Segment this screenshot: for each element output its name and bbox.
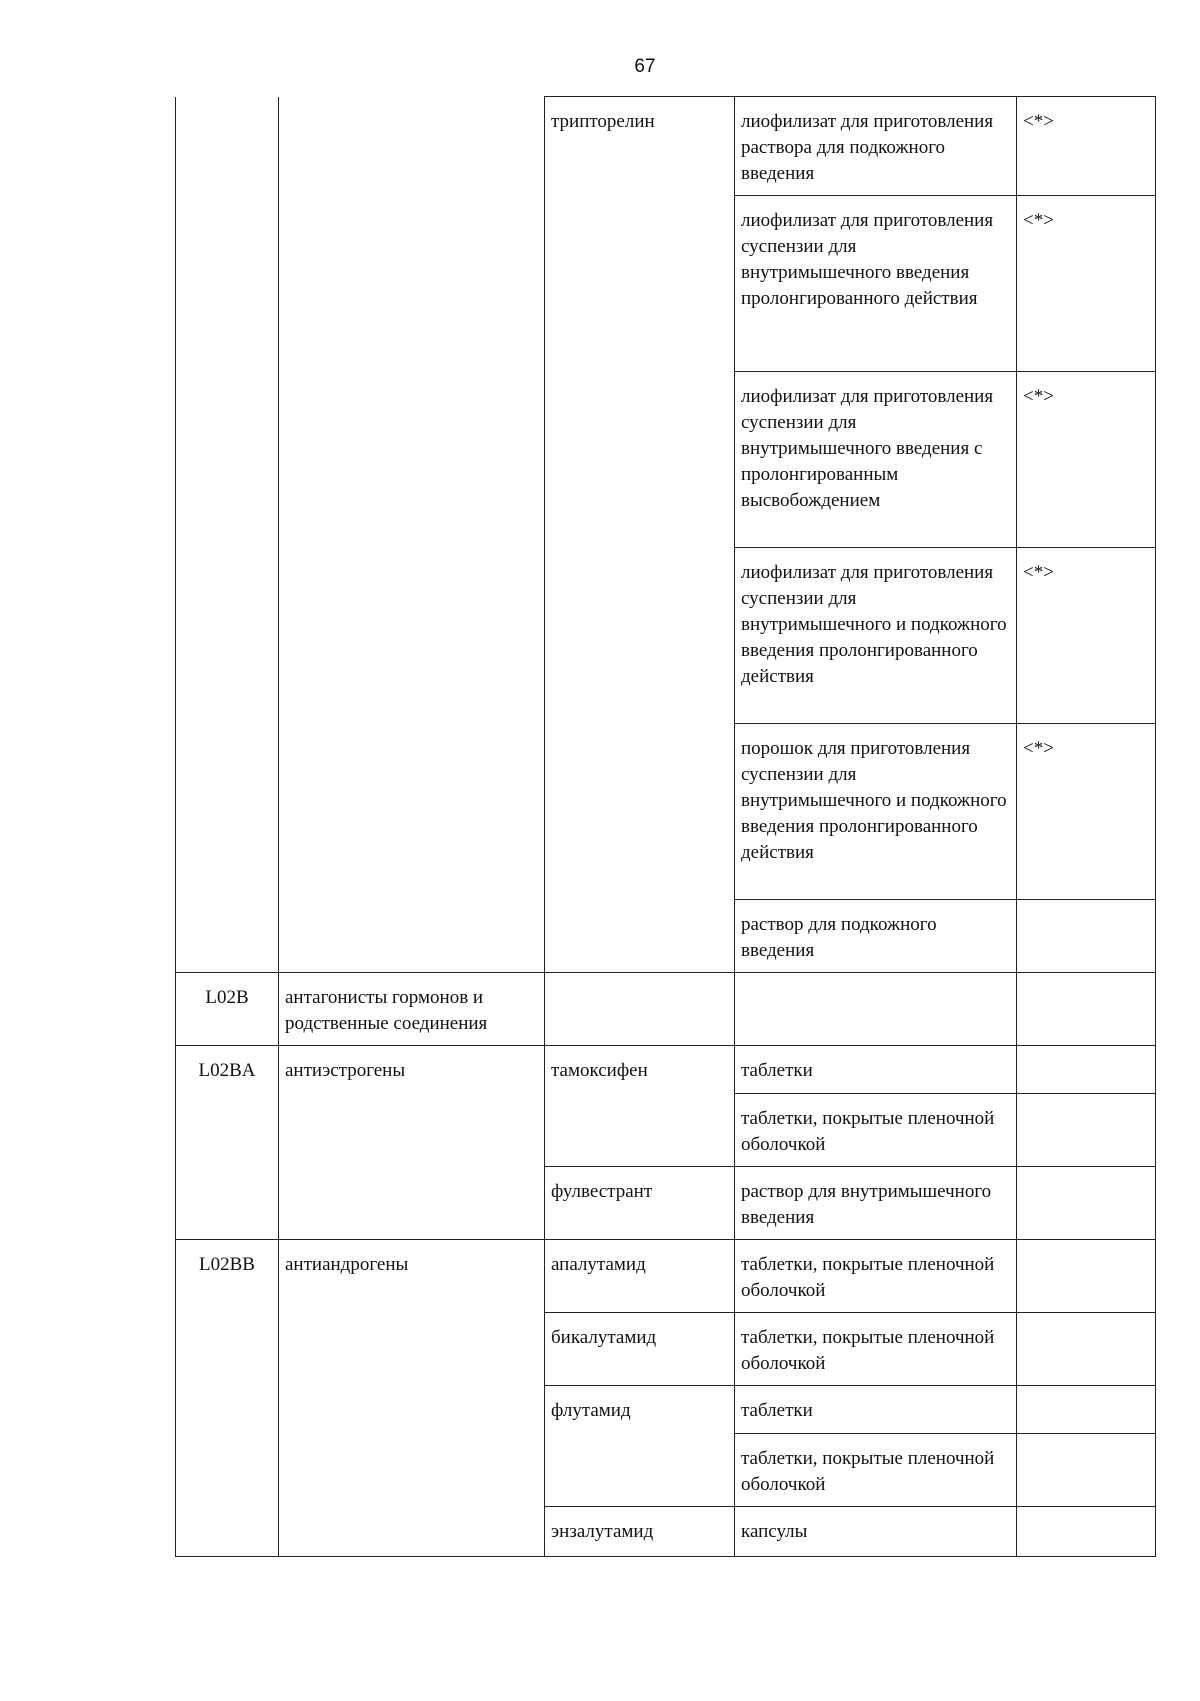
- inn-cell: флутамид: [545, 1386, 735, 1507]
- note-cell: <*>: [1017, 724, 1156, 900]
- inn-cell: энзалутамид: [545, 1507, 735, 1557]
- inn-cell: трипторелин: [545, 97, 735, 973]
- note-cell: [1017, 1046, 1156, 1094]
- note-cell: [1017, 1507, 1156, 1557]
- page-number: 67: [634, 56, 656, 77]
- drug-table: [175, 96, 1156, 1557]
- atc-group-cell: антагонисты гормонов и родственные соединения: [279, 973, 545, 1046]
- inn-cell: фулвестрант: [545, 1167, 735, 1240]
- atc-code-cell: L02BA: [176, 1046, 279, 1240]
- note-cell: <*>: [1017, 97, 1156, 196]
- atc-group-cell: антиандрогены: [279, 1240, 545, 1557]
- note-cell: [1017, 1313, 1156, 1386]
- note-cell: [1017, 1434, 1156, 1507]
- dosage-form-cell: лиофилизат для приготовления суспензии для внутримышечного введения с пролонгированным высвобождением: [735, 372, 1017, 548]
- dosage-form-cell: лиофилизат для приготовления раствора для подкожного введения: [735, 97, 1017, 196]
- note-cell: <*>: [1017, 548, 1156, 724]
- dosage-form-cell: раствор для внутримышечного введения: [735, 1167, 1017, 1240]
- inn-cell: апалутамид: [545, 1240, 735, 1313]
- dosage-form-cell: капсулы: [735, 1507, 1017, 1557]
- dosage-form-cell: таблетки: [735, 1046, 1017, 1094]
- note-cell: [1017, 973, 1156, 1046]
- table-row: [176, 973, 1156, 1046]
- dosage-form-cell: таблетки, покрытые пленочной оболочкой: [735, 1313, 1017, 1386]
- dosage-form-cell: таблетки, покрытые пленочной оболочкой: [735, 1434, 1017, 1507]
- table-row: [176, 97, 1156, 196]
- note-cell: [1017, 1386, 1156, 1434]
- note-cell: <*>: [1017, 372, 1156, 548]
- dosage-form-cell: [735, 973, 1017, 1046]
- note-cell: [1017, 1094, 1156, 1167]
- dosage-form-cell: таблетки, покрытые пленочной оболочкой: [735, 1094, 1017, 1167]
- dosage-form-cell: раствор для подкожного введения: [735, 900, 1017, 973]
- note-cell: [1017, 900, 1156, 973]
- dosage-form-cell: лиофилизат для приготовления суспензии для внутримышечного и подкожного введения пролонгированного действия: [735, 548, 1017, 724]
- atc-code-cell: L02BB: [176, 1240, 279, 1557]
- table-row: [176, 1046, 1156, 1094]
- note-cell: [1017, 1240, 1156, 1313]
- inn-cell: [545, 973, 735, 1046]
- atc-group-cell: антиэстрогены: [279, 1046, 545, 1240]
- note-cell: [1017, 1167, 1156, 1240]
- dosage-form-cell: порошок для приготовления суспензии для внутримышечного и подкожного введения пролонгированного действия: [735, 724, 1017, 900]
- atc-group-cell: [279, 97, 545, 973]
- atc-code-cell: L02B: [176, 973, 279, 1046]
- table-row: [176, 1240, 1156, 1313]
- inn-cell: бикалутамид: [545, 1313, 735, 1386]
- dosage-form-cell: таблетки: [735, 1386, 1017, 1434]
- atc-code-cell: [176, 97, 279, 973]
- note-cell: <*>: [1017, 196, 1156, 372]
- dosage-form-cell: лиофилизат для приготовления суспензии для внутримышечного введения пролонгированного действия: [735, 196, 1017, 372]
- inn-cell: тамоксифен: [545, 1046, 735, 1167]
- dosage-form-cell: таблетки, покрытые пленочной оболочкой: [735, 1240, 1017, 1313]
